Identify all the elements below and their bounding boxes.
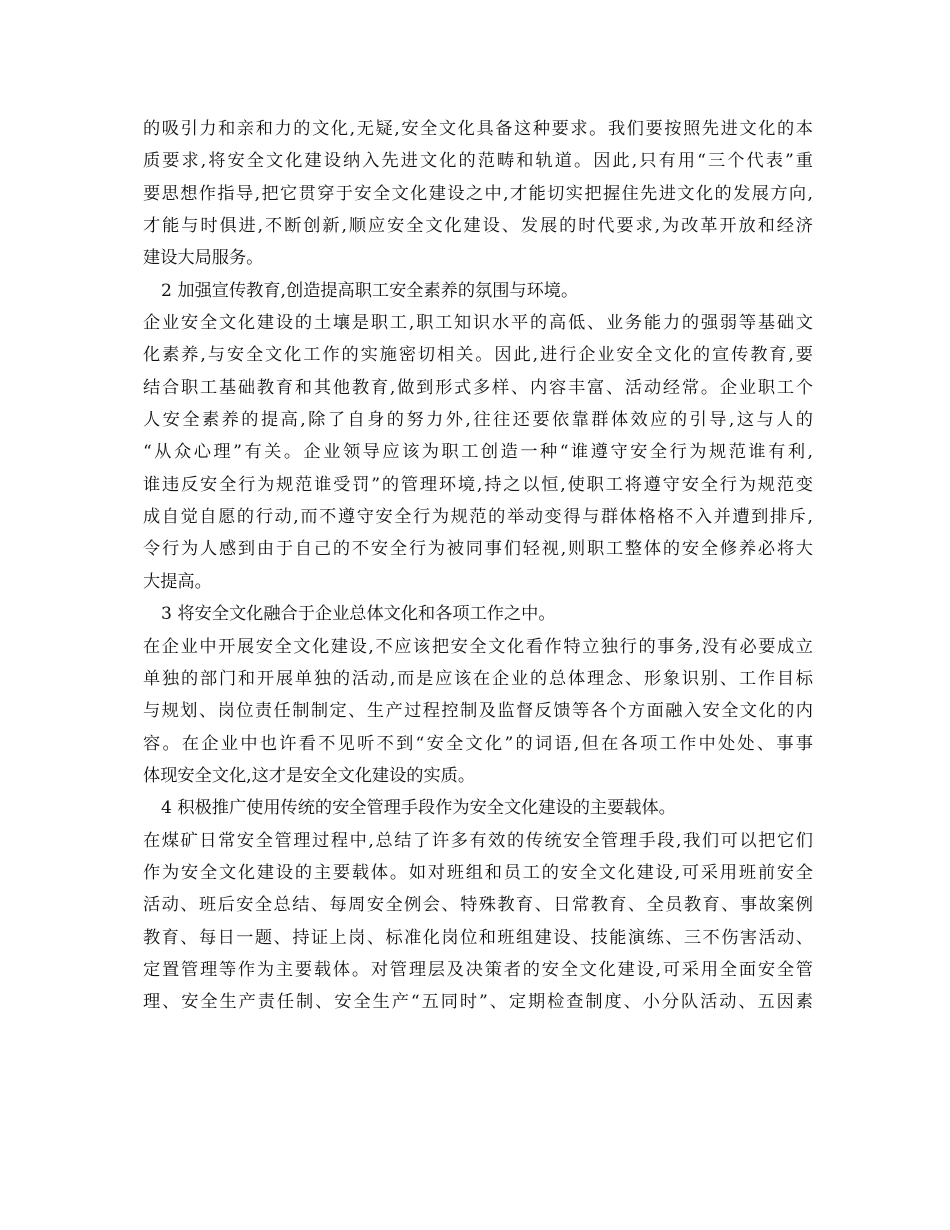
text-line: 在企业中开展安全文化建设,不应该把安全文化看作特立独行的事务,没有必要成立 [143, 636, 813, 657]
text-line: 人安全素养的提高,除了自身的努力外,往往还要依靠群体效应的引导,这与人的 [143, 410, 813, 431]
text-line: 才能与时俱进,不断创新,顺应安全文化建设、发展的时代要求,为改革开放和经济 [143, 216, 813, 237]
text-line: 结合职工基础教育和其他教育,做到形式多样、内容丰富、活动经常。企业职工个 [143, 377, 813, 398]
text-line: “从众心理”有关。企业领导应该为职工创造一种“谁遵守安全行为规范谁有利, [143, 442, 813, 463]
text-line: 理、安全生产责任制、安全生产“五同时”、定期检查制度、小分队活动、五因素 [143, 992, 813, 1013]
text-line: 化素养,与安全文化工作的实施密切相关。因此,进行企业安全文化的宣传教育,要 [143, 345, 813, 366]
text-line: 企业安全文化建设的土壤是职工,职工知识水平的高低、业务能力的强弱等基础文 [143, 313, 813, 334]
text-line: 定置管理等作为主要载体。对管理层及决策者的安全文化建设,可采用全面安全管 [143, 959, 813, 980]
text-line: 要思想作指导,把它贯穿于安全文化建设之中,才能切实把握住先进文化的发展方向, [143, 183, 813, 204]
text-line: 的吸引力和亲和力的文化,无疑,安全文化具备这种要求。我们要按照先进文化的本 [143, 119, 813, 139]
text-line: 活动、班后安全总结、每周安全例会、特殊教育、日常教育、全员教育、事故案例 [143, 895, 813, 916]
paragraph-end-line: 大提高。 [143, 571, 212, 592]
section-heading: 3 将安全文化融合于企业总体文化和各项工作之中。 [161, 604, 556, 625]
text-line: 质要求,将安全文化建设纳入先进文化的范畴和轨道。因此,只有用“三个代表”重 [143, 151, 813, 172]
text-line: 作为安全文化建设的主要载体。如对班组和员工的安全文化建设,可采用班前安全 [143, 862, 813, 883]
text-line: 容。在企业中也许看不见听不到“安全文化”的词语,但在各项工作中处处、事事 [143, 733, 813, 754]
text-line: 令行为人感到由于自己的不安全行为被同事们轻视,则职工整体的安全修养必将大 [143, 539, 813, 560]
body-text [143, 113, 813, 1019]
text-line: 在煤矿日常安全管理过程中,总结了许多有效的传统安全管理手段,我们可以把它们 [143, 830, 813, 851]
paragraph-end-line: 体现安全文化,这才是安全文化建设的实质。 [143, 765, 476, 786]
section-heading: 4 积极推广使用传统的安全管理手段作为安全文化建设的主要载体。 [161, 798, 676, 819]
text-line: 成自觉自愿的行动,而不遵守安全行为规范的举动变得与群体格格不入并遭到排斥, [143, 507, 813, 528]
paragraph-end-line: 建设大局服务。 [143, 248, 264, 269]
text-line: 教育、每日一题、持证上岗、标准化岗位和班组建设、技能演练、三不伤害活动、 [143, 927, 813, 948]
text-line: 谁违反安全行为规范谁受罚”的管理环境,持之以恒,使职工将遵守安全行为规范变 [143, 474, 813, 495]
section-heading: 2 加强宣传教育,创造提高职工安全素养的氛围与环境。 [161, 280, 579, 301]
text-line: 与规划、岗位责任制制定、生产过程控制及监督反馈等各个方面融入安全文化的内 [143, 701, 813, 722]
text-line: 单独的部门和开展单独的活动,而是应该在企业的总体理念、形象识别、工作目标 [143, 668, 813, 689]
